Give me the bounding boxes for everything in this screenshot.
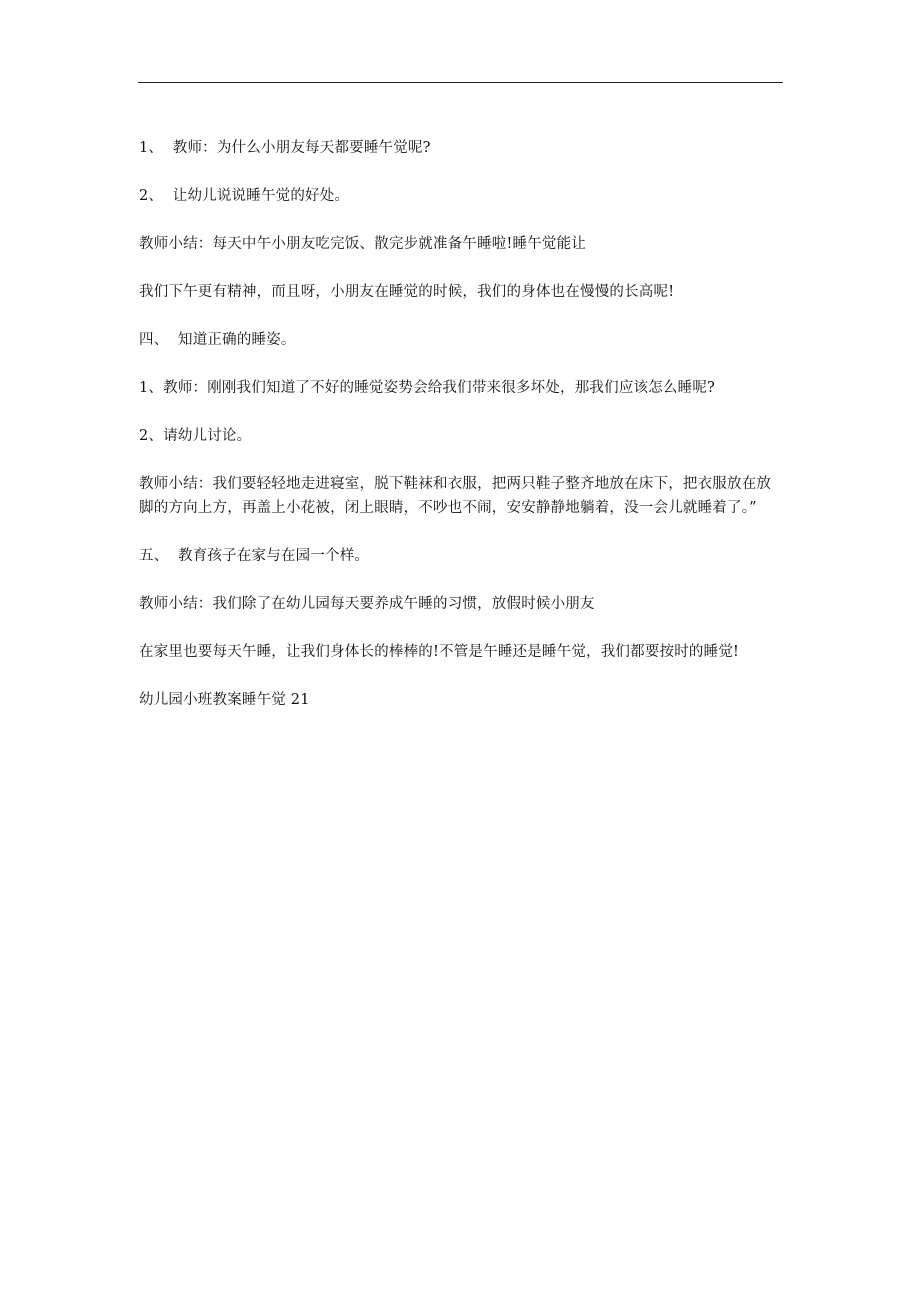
paragraph-summary-3a: 教师小结：我们除了在幼儿园每天要养成午睡的习惯，放假时候小朋友 [139,596,595,612]
paragraph-summary-2: 教师小结：我们要轻轻地走进寝室，脱下鞋袜和衣服，把两只鞋子整齐地放在床下，把衣服放在放脚的方向上方，再盖上小花被，闭上眼睛，不吵也不闹，安安静静地躺着，没一会儿就睡着了。” [139,476,772,516]
document-body [139,136,784,736]
paragraph-benefits: 2、 让幼儿说说睡午觉的好处。 [139,188,350,204]
paragraph-summary-3b: 在家里也要每天午睡，让我们身体长的棒棒的!不管是午睡还是睡午觉，我们都要按时的睡觉! [139,644,740,660]
section-heading-four: 四、 知道正确的睡姿。 [139,332,296,348]
paragraph-summary-1b: 我们下午更有精神，而且呀，小朋友在睡觉的时候，我们的身体也在慢慢的长高呢! [139,284,675,300]
document-title-next: 幼儿园小班教案睡午觉 21 [139,692,310,708]
section-heading-five: 五、 教育孩子在家与在园一个样。 [139,548,370,564]
paragraph-discussion: 2、请幼儿讨论。 [139,428,252,444]
paragraph-question-why-nap: 1、 教师：为什么小朋友每天都要睡午觉呢? [139,140,431,156]
paragraph-question-how-sleep: 1、教师：刚刚我们知道了不好的睡觉姿势会给我们带来很多坏处，那我们应该怎么睡呢? [139,380,715,396]
header-rule [138,82,783,83]
paragraph-summary-1a: 教师小结：每天中午小朋友吃完饭、散完步就准备午睡啦!睡午觉能让 [139,236,587,252]
